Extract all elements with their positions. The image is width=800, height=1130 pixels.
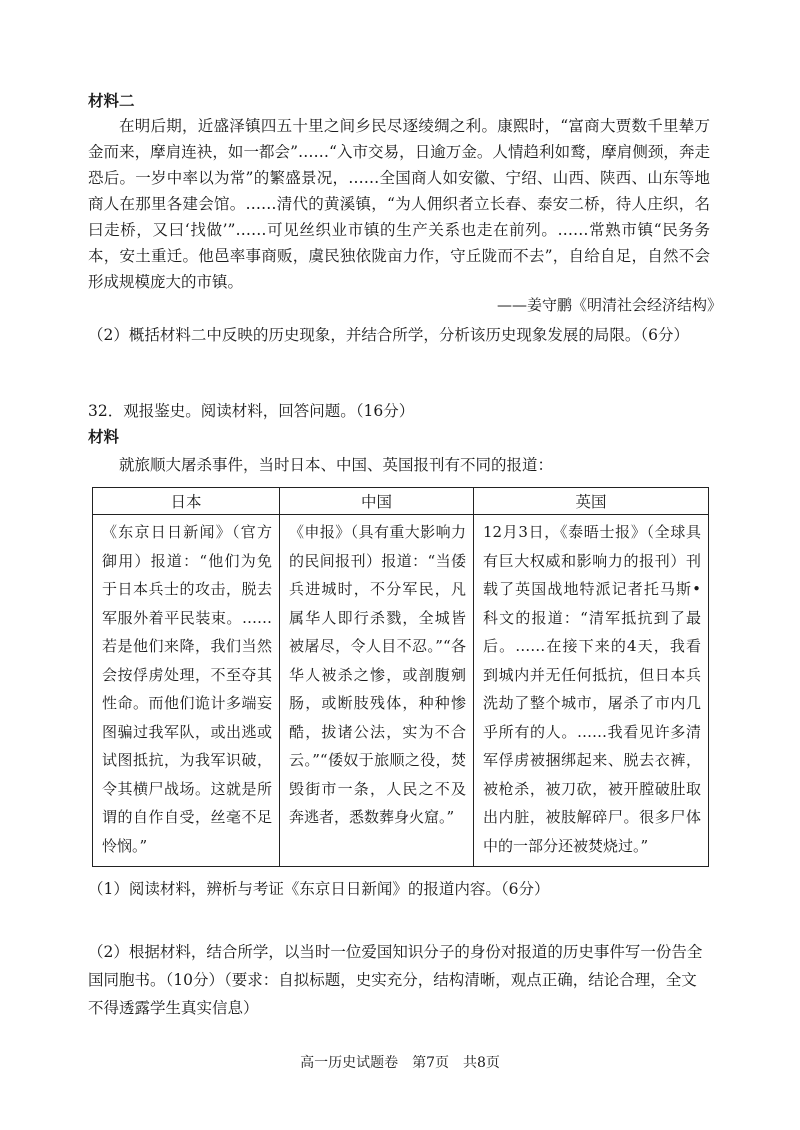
q32-intro: 就旅顺大屠杀事件，当时日本、中国、英国报刊有不同的报道： [119,456,554,474]
material2-question: （2）概括材料二中反映的历史现象，并结合所学，分析该历史现象发展的局限。（6分） [88,326,689,344]
header-china: 中国 [280,488,474,515]
header-japan: 日本 [93,488,280,515]
q32-title: 32．观报鉴史。阅读材料，回答问题。（16分） [88,402,415,420]
page-footer: 高一历史试题卷 第7页 共8页 [300,1055,500,1071]
material2-source: ——姜守鹏《明清社会经济结构》 [496,296,722,314]
cell-britain-report: 12月3日，《泰晤士报》（全球具有巨大权威和影响力的报刊）刊载了英国战地特派记者托马斯•科文的报道：“清军抵抗到了最后。……在接下来的4天，我看到城内并无任何抵抗，但日本兵洗劫了整个城市，屠杀了市内几乎所有的人。……我看见许多清军俘虏被捆绑起来、脱去衣裤，被枪杀，被刀砍，被开膛破肚取出内脏，被肢解碎尸。很多尸体中的一部分还被焚烧过。” [474,515,709,867]
table-row [93,515,709,867]
table-header-row [93,488,709,515]
q32-question1: （1）阅读材料，辨析与考证《东京日日新闻》的报道内容。（6分） [88,880,550,898]
newspaper-comparison-table [92,487,709,867]
cell-china-report: 《申报》（具有重大影响力的民间报刊）报道：“当倭兵进城时，不分军民，凡属华人即行杀戮，全城皆被屠尽，令人目不忍。”“各华人被杀之惨，或剖腹剜肠，或断肢残体，种种惨酷，拔诸公法，实为不合云。”“倭奴于旅顺之役，焚毁街市一条，人民之不及奔逃者，悉数葬身火窟。” [280,515,474,867]
material2-body: 在明后期，近盛泽镇四五十里之间乡民尽逐绫绸之利。康熙时，“富商大贾数千里辇万金而来，摩肩连袂，如一都会”……“入市交易，日逾万金。人情趋利如鹜，摩肩侧颈，奔走恐后。一岁中率以为常”的繁盛景况，……全国商人如安徽、宁绍、山西、陕西、山东等地商人在那里各建会馆。……清代的黄溪镇，“为人佣织者立长春、泰安二桥，待人庄织，名曰走桥，又曰‘找做’”……可见丝织业市镇的生产关系也走在前列。……常熟市镇“民务务本，安土重迁。他邑率事商贩，虞民独依陇亩力作，守丘陇而不去”，自给自足，自然不会形成规模庞大的市镇。 [88,117,710,291]
cell-japan-report: 《东京日日新闻》（官方御用）报道：“他们为免于日本兵士的攻击，脱去军服外着平民装束。……若是他们来降，我们当然会按俘虏处理，不至夺其性命。而他们诡计多端妄图骗过我军队，或出逃或试图抵抗，为我军识破，令其横尸战场。这就是所谓的自作自受，丝毫不足怜悯。” [93,515,280,867]
material2-heading: 材料二 [88,91,135,110]
q32-question2: （2）根据材料，结合所学，以当时一位爱国知识分子的身份对报道的历史事件写一份告全国同胞书。（10分）（要求：自拟标题，史实充分，结构清晰，观点正确，结论合理，全文不得透露学生真实信息） [88,943,703,1017]
header-britain: 英国 [474,488,709,515]
q32-material-label: 材料 [88,427,120,446]
